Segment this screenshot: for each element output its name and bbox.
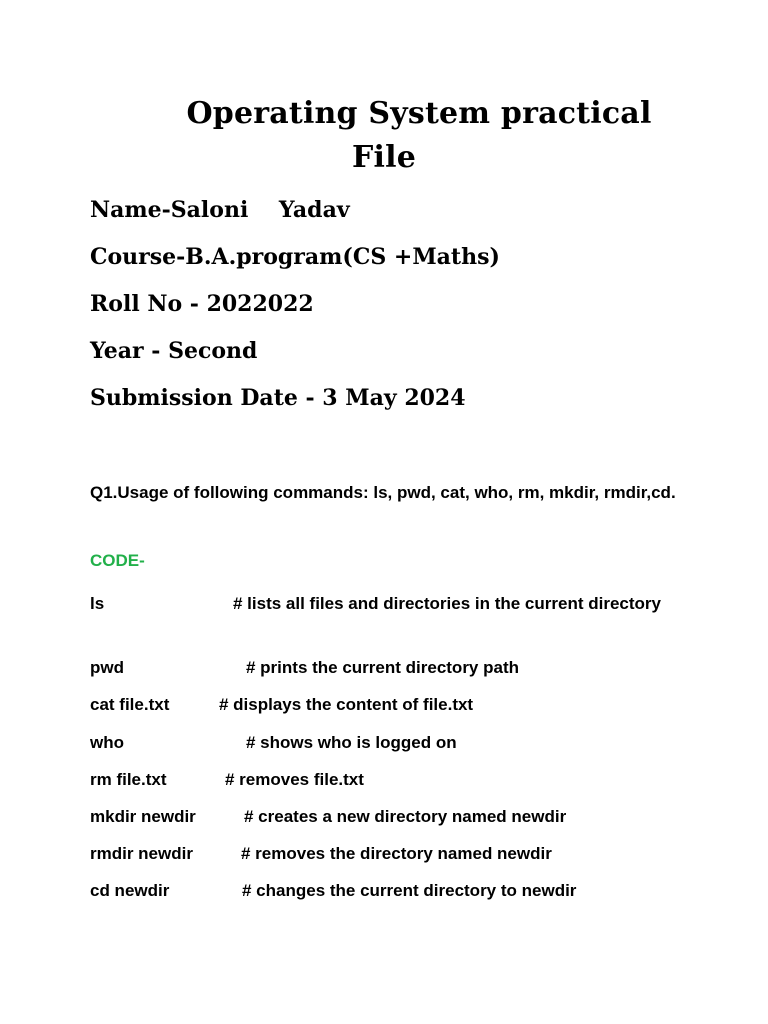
command-comment: # creates a new directory named newdir: [244, 807, 567, 826]
command-comment: # lists all files and directories in the current directory: [233, 594, 661, 613]
command-comment: # removes file.txt: [225, 770, 364, 789]
command-row-rm: [90, 767, 678, 793]
command: mkdir newdir: [90, 807, 196, 826]
command: who: [90, 733, 124, 752]
roll-number: Roll No - 2022022: [90, 291, 314, 317]
command-comment: # prints the current directory path: [246, 658, 519, 677]
title-line-1: Operating System practical: [186, 96, 652, 131]
command-row-cd: [90, 878, 678, 904]
document-title: [90, 92, 678, 180]
command-comment: # displays the content of file.txt: [219, 695, 474, 714]
command: cat file.txt: [90, 695, 170, 714]
course-info: Course-B.A.program(CS +Maths): [90, 244, 500, 270]
command: cd newdir: [90, 881, 170, 900]
command-row-cat: [90, 692, 678, 718]
question-text: Q1.Usage of following commands: ls, pwd, cat, who, rm, mkdir, rmdir,cd.: [90, 483, 676, 502]
student-name: Name-Saloni Yadav: [90, 197, 350, 223]
command-row-who: [90, 730, 678, 756]
command-comment: # removes the directory named newdir: [241, 844, 552, 863]
command: rm file.txt: [90, 770, 167, 789]
command: rmdir newdir: [90, 844, 193, 863]
command: pwd: [90, 658, 124, 677]
command-row-pwd: [90, 655, 678, 681]
command-row-ls: [90, 591, 678, 617]
command-row-mkdir: [90, 804, 678, 830]
command-row-rmdir: [90, 841, 678, 867]
code-label: CODE-: [90, 551, 145, 570]
year-info: Year - Second: [90, 338, 258, 364]
title-line-2: File: [352, 140, 416, 175]
command: ls: [90, 594, 105, 613]
command-comment: # changes the current directory to newdir: [242, 881, 577, 900]
submission-date: Submission Date - 3 May 2024: [90, 385, 466, 411]
command-comment: # shows who is logged on: [246, 733, 457, 752]
